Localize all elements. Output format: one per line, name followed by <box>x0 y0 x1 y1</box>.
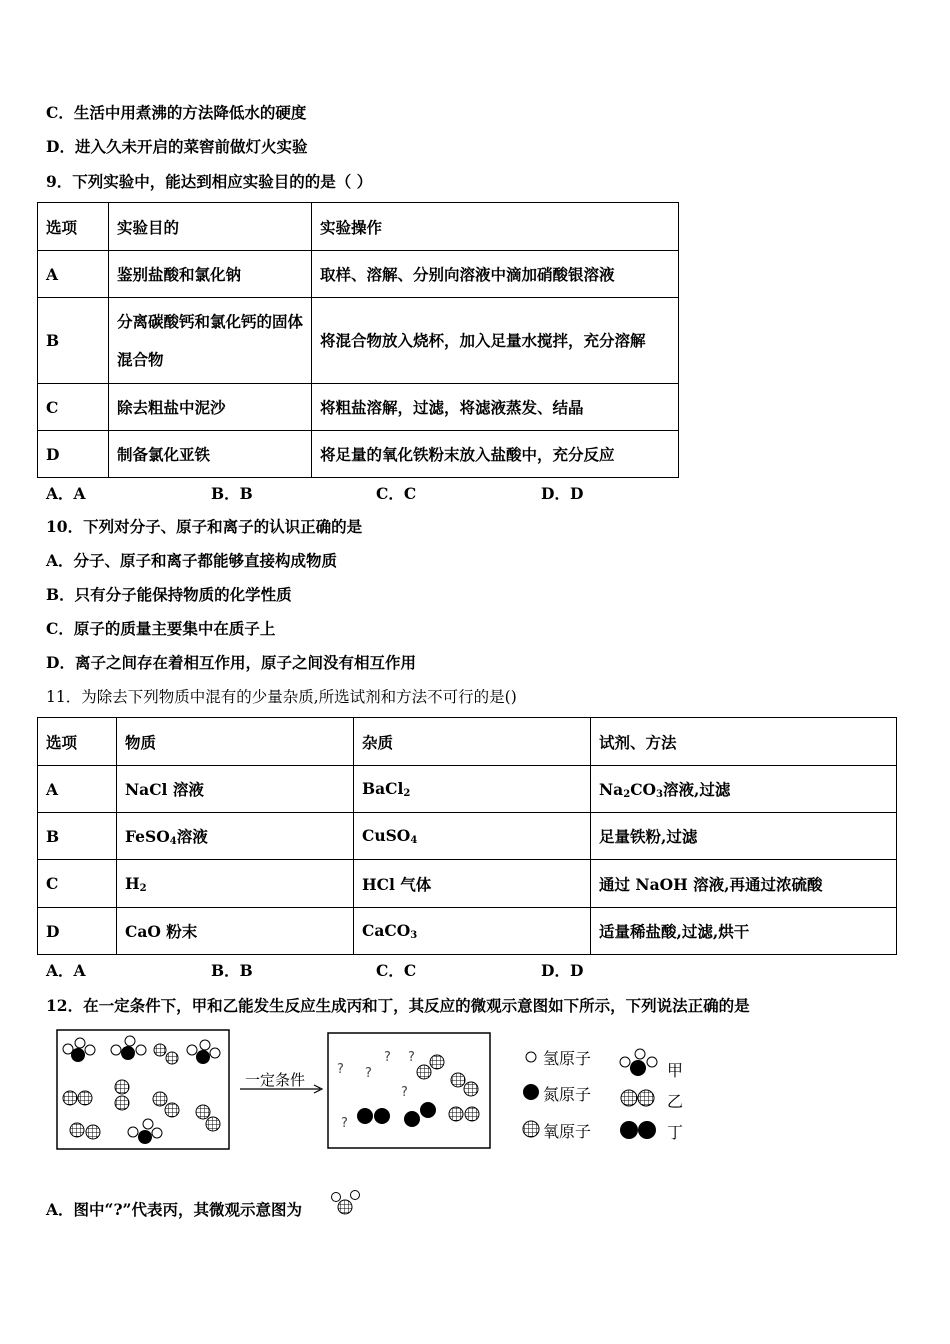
legend-jia: 甲 <box>667 1061 684 1080</box>
question-11: 11．为除去下列物质中混有的少量杂质,所选试剂和方法不可行的是() <box>46 688 517 706</box>
cell-impurity: CaCO$_3$ <box>354 908 591 955</box>
option-a-q12: A．图中“?”代表丙，其微观示意图为 <box>46 1200 302 1219</box>
molecule-yi <box>70 1123 100 1139</box>
cell-option: A <box>38 251 109 298</box>
header-cell: 选项 <box>38 203 109 251</box>
molecule-yi <box>417 1055 444 1079</box>
cell-reagent: 通过 NaOH 溶液,再通过浓硫酸 <box>591 860 897 908</box>
cell-option: D <box>38 431 109 478</box>
cell-option: C <box>38 384 109 431</box>
molecule-jia <box>128 1119 162 1144</box>
cell-purpose: 制备氯化亚铁 <box>109 431 312 478</box>
cell-option: B <box>38 813 117 860</box>
hydrogen-atom-icon <box>526 1052 536 1062</box>
legend-yi-icon <box>621 1090 654 1106</box>
cell-purpose: 除去粗盐中泥沙 <box>109 384 312 431</box>
question-mark: ? <box>384 1050 391 1065</box>
option-b-q10: B．只有分子能保持物质的化学性质 <box>46 585 292 604</box>
question-12: 12．在一定条件下，甲和乙能发生反应生成丙和丁，其反应的微观示意图如下所示，下列说法正确的是 <box>46 996 750 1015</box>
molecule-jia <box>63 1038 95 1062</box>
molecule-yi <box>153 1092 179 1117</box>
header-cell: 杂质 <box>354 718 591 766</box>
option-c-q10: C．原子的质量主要集中在质子上 <box>46 619 276 638</box>
answer-c: C．C <box>376 961 417 980</box>
question-9: 9．下列实验中，能达到相应实验目的的是（ ） <box>46 172 373 191</box>
legend-jia-icon <box>620 1049 657 1076</box>
arrow-label: 一定条件 <box>245 1071 306 1089</box>
cell-reagent: $Na_2CO_3$溶液,过滤 <box>591 766 897 813</box>
cell-impurity: CuSO$_4$ <box>354 813 591 860</box>
cell-operation: 取样、溶解、分别向溶液中滴加硝酸银溶液 <box>312 251 679 298</box>
option-d-q10: D．离子之间存在着相互作用，原子之间没有相互作用 <box>46 653 416 672</box>
oxygen-atom-icon <box>523 1121 539 1137</box>
question-mark: ? <box>341 1116 348 1131</box>
molecule-yi <box>63 1091 92 1105</box>
cell-substance: FeSO$_4$溶液 <box>117 813 354 860</box>
cell-option: D <box>38 908 117 955</box>
header-cell: 选项 <box>38 718 117 766</box>
cell-substance: $H_2$ <box>117 860 354 908</box>
cell-purpose: 鉴别盐酸和氯化钠 <box>109 251 312 298</box>
question-mark: ? <box>408 1050 415 1065</box>
cell-impurity: HCl 气体 <box>354 860 591 908</box>
bing-molecule-icon <box>332 1191 360 1215</box>
molecule-yi <box>451 1073 478 1096</box>
legend-yi: 乙 <box>667 1092 684 1111</box>
legend-ding-icon <box>620 1121 656 1139</box>
cell-operation: 将混合物放入烧杯，加入足量水搅拌，充分溶解 <box>312 298 679 384</box>
header-cell: 实验目的 <box>109 203 312 251</box>
cell-option: A <box>38 766 117 813</box>
option-c-q8: C．生活中用煮沸的方法降低水的硬度 <box>46 103 307 122</box>
molecule-jia <box>111 1036 146 1060</box>
molecule-yi <box>115 1080 129 1110</box>
header-cell: 实验操作 <box>312 203 679 251</box>
cell-operation: 将足量的氧化铁粉末放入盐酸中，充分反应 <box>312 431 679 478</box>
molecule-yi <box>154 1044 178 1064</box>
cell-reagent: 足量铁粉,过滤 <box>591 813 897 860</box>
question-10: 10．下列对分子、原子和离子的认识正确的是 <box>46 517 363 536</box>
legend-ding: 丁 <box>667 1123 684 1142</box>
cell-substance: CaO 粉末 <box>117 908 354 955</box>
answer-a: A．A <box>46 484 86 503</box>
nitrogen-atom-icon <box>523 1084 539 1100</box>
cell-impurity: BaCl$_2$ <box>354 766 591 813</box>
cell-reagent: 适量稀盐酸,过滤,烘干 <box>591 908 897 955</box>
cell-operation: 将粗盐溶解，过滤，将滤液蒸发、结晶 <box>312 384 679 431</box>
cell-substance: NaCl 溶液 <box>117 766 354 813</box>
answer-a: A．A <box>46 961 86 980</box>
molecule-ding <box>357 1108 390 1124</box>
question-mark: ? <box>401 1085 408 1100</box>
cell-option: B <box>38 298 109 384</box>
cell-option: C <box>38 860 117 908</box>
molecule-jia <box>187 1040 220 1064</box>
legend-oxygen: 氧原子 <box>543 1122 592 1141</box>
option-d-q8: D．进入久未开启的菜窖前做灯火实验 <box>46 137 308 156</box>
molecule-yi <box>449 1107 479 1121</box>
answer-b: B．B <box>211 484 253 503</box>
molecule-ding <box>404 1102 436 1127</box>
header-cell: 物质 <box>117 718 354 766</box>
question-mark: ? <box>365 1066 372 1081</box>
answer-d: D．D <box>541 961 584 980</box>
answer-d: D．D <box>541 484 584 503</box>
answer-c: C．C <box>376 484 417 503</box>
legend-hydrogen: 氢原子 <box>543 1049 592 1068</box>
cell-purpose: 分离碳酸钙和氯化钙的固体混合物 <box>109 298 312 384</box>
header-cell: 试剂、方法 <box>591 718 897 766</box>
legend-nitrogen: 氮原子 <box>543 1085 592 1104</box>
answer-b: B．B <box>211 961 253 980</box>
question-mark: ? <box>337 1062 344 1077</box>
molecule-yi <box>196 1105 220 1131</box>
option-a-q10: A．分子、原子和离子都能够直接构成物质 <box>46 551 338 570</box>
